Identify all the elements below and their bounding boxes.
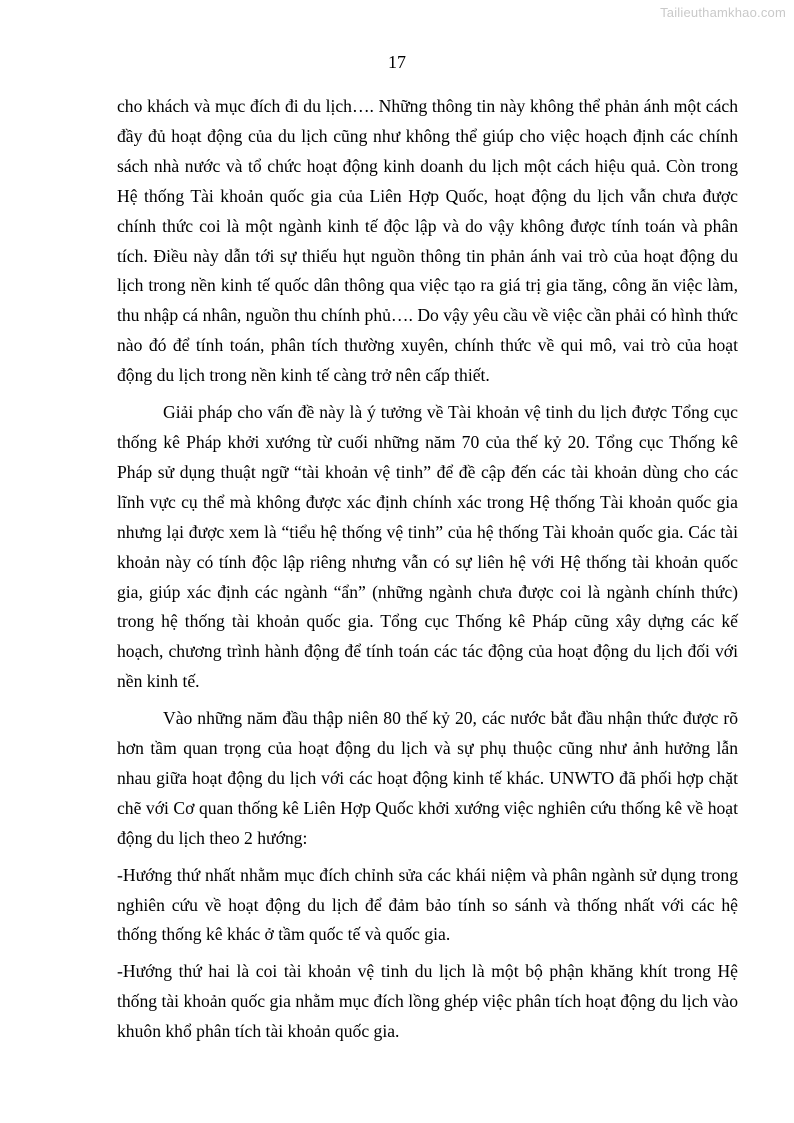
- bullet-item: [117, 861, 738, 951]
- bullet-text: Hướng thứ nhất nhằm mục đích chỉnh sửa các khái niệm và phân ngành sử dụng trong nghiên cứu về hoạt động du lịch để đảm bảo tính so sánh và thống nhất với các hệ thống thống kê khác ở tầm quốc tế và quốc gia.: [117, 864, 738, 945]
- watermark-text: Tailieuthamkhao.com: [660, 5, 786, 20]
- bullet-item: [117, 957, 738, 1047]
- page-number: 17: [388, 52, 406, 72]
- document-body: [117, 92, 738, 1054]
- paragraph-unwto-research: Vào những năm đầu thập niên 80 thế kỷ 20, các nước bắt đầu nhận thức được rõ hơn tầm quan trọng của hoạt động du lịch và sự phụ thuộc cũng như ảnh hưởng lẫn nhau giữa hoạt động du lịch với các hoạt động kinh tế khác. UNWTO đã phối hợp chặt chẽ với Cơ quan thống kê Liên Hợp Quốc khởi xướng việc nghiên cứu thống kê về hoạt động du lịch theo 2 hướng:: [117, 708, 738, 848]
- bullet-text: Hướng thứ hai là coi tài khoản vệ tinh du lịch là một bộ phận khăng khít trong Hệ thống tài khoản quốc gia nhằm mục đích lồng ghép việc phân tích hoạt động du lịch vào khuôn khổ phân tích tài khoản quốc gia.: [117, 961, 739, 1042]
- bullet-dash: -: [117, 864, 123, 885]
- paragraph-continuation: cho khách và mục đích đi du lịch…. Những thông tin này không thể phản ánh một cách đầy đủ hoạt động của du lịch cũng như không thể giúp cho việc hoạch định các chính sách nhà nước và tổ chức hoạt động kinh doanh du lịch một cách hiệu quả. Còn trong Hệ thống Tài khoản quốc gia của Liên Hợp Quốc, hoạt động du lịch vẫn chưa được chính thức coi là một ngành kinh tế độc lập và do vậy không được tính toán và phân tích. Điều này dẫn tới sự thiếu hụt nguồn thông tin phản ánh vai trò của hoạt động du lịch trong nền kinh tế quốc dân thông qua việc tạo ra giá trị gia tăng, công ăn việc làm, thu nhập cá nhân, nguồn thu chính phủ…. Do vậy yêu cầu về việc cần phải có hình thức nào đó để tính toán, phân tích thường xuyên, chính thức về qui mô, vai trò của hoạt động du lịch trong nền kinh tế càng trở nên cấp thiết.: [117, 96, 738, 386]
- paragraph-satellite-account-origin: Giải pháp cho vấn đề này là ý tưởng về Tài khoản vệ tinh du lịch được Tổng cục thống kê Pháp khởi xướng từ cuối những năm 70 của thế kỷ 20. Tổng cục Thống kê Pháp sử dụng thuật ngữ “tài khoản vệ tinh” để đề cập đến các tài khoản dùng cho các lĩnh vực cụ thể mà không được xác định chính xác trong Hệ thống Tài khoản quốc gia nhưng lại được xem là “tiểu hệ thống vệ tinh” của hệ thống Tài khoản quốc gia. Các tài khoản này có tính độc lập riêng nhưng vẫn có sự liên hệ với Hệ thống tài khoản quốc gia, giúp xác định các ngành “ẩn” (những ngành chưa được coi là ngành chính thức) trong hệ thống tài khoản quốc gia. Tổng cục Thống kê Pháp cũng xây dựng các kế hoạch, chương trình hành động để tính toán các tác động của hoạt động du lịch đối với nền kinh tế.: [117, 402, 738, 692]
- bullet-dash: -: [117, 961, 123, 982]
